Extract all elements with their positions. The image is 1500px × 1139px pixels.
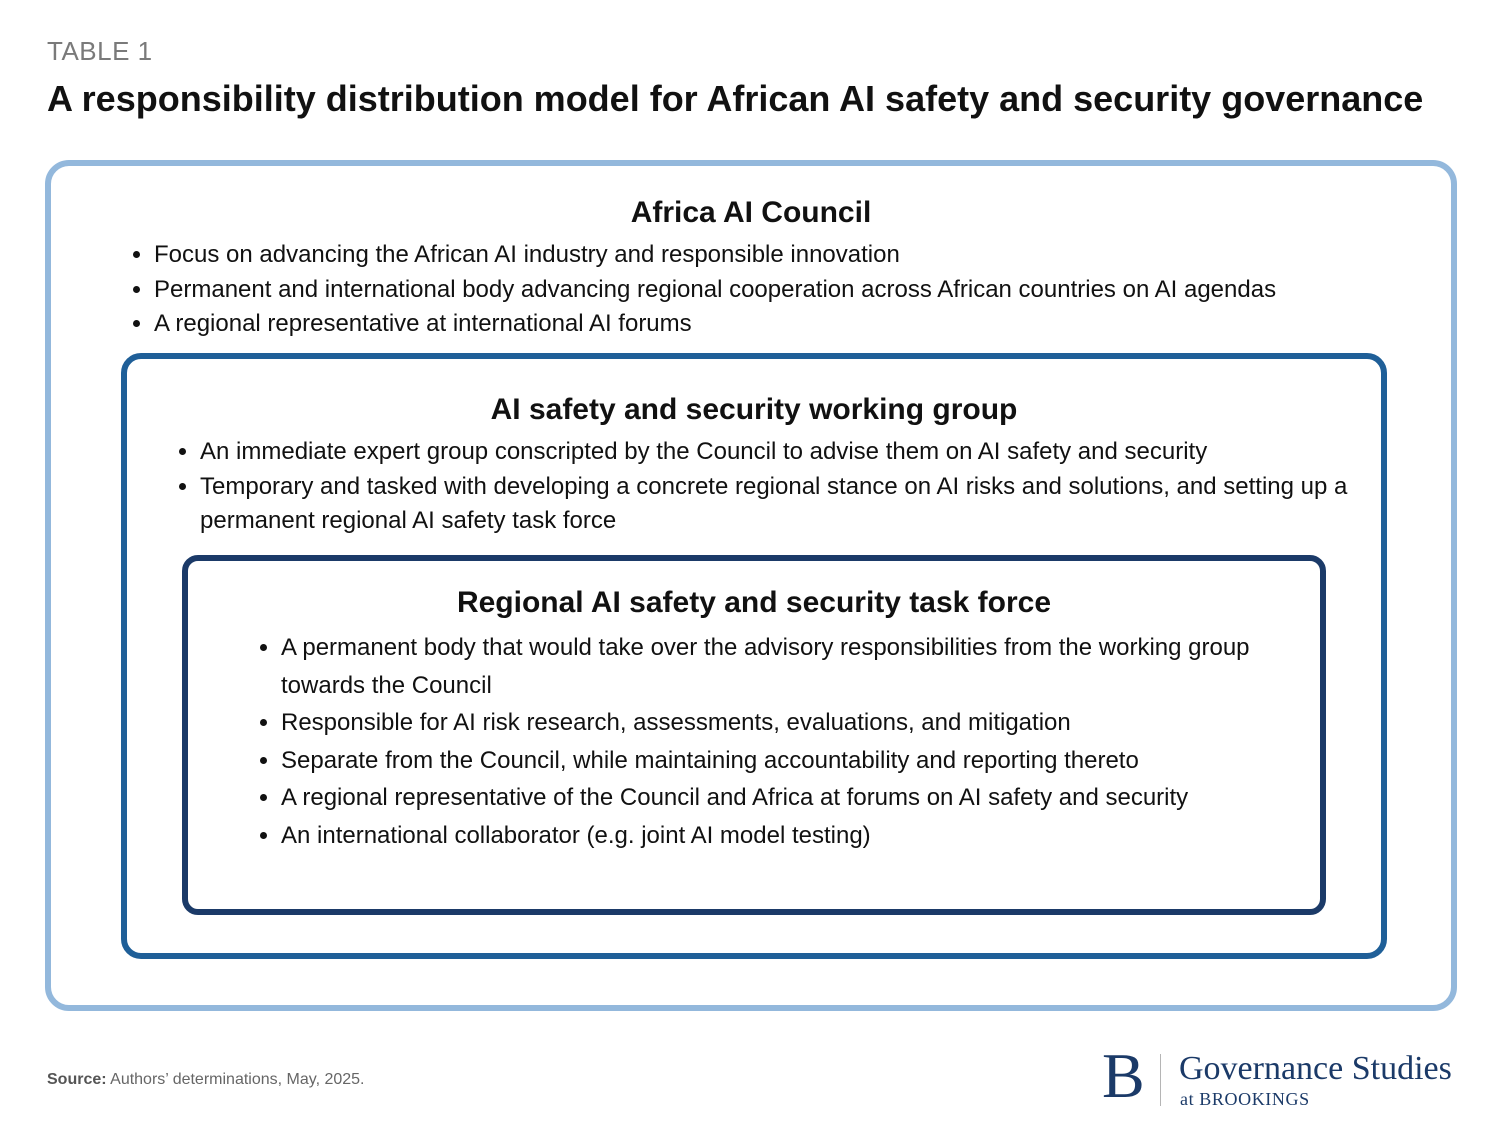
council-bullet: • Focus on advancing the African AI industry and responsible innovation [154,238,1464,273]
source-label: Source: [47,1071,107,1088]
task-force-bullet: • A permanent body that would take over the advisory responsibilities from the working group towards the Council [281,629,1321,704]
council-bullet: • Permanent and international body advancing regional cooperation across African countries on AI agendas [154,273,1464,308]
source-text: Authors’ determinations, May, 2025. [110,1071,365,1088]
brookings-logo [1102,1040,1462,1112]
source-note [47,1071,365,1089]
task-force-bullet: • Responsible for AI risk research, assessments, evaluations, and mitigation [281,704,1321,742]
table-eyebrow: TABLE 1 [47,36,153,66]
council-bullet-list [126,238,1464,342]
logo-divider [1160,1054,1161,1106]
council-bullet: • A regional representative at international AI forums [154,307,1464,342]
council-heading: Africa AI Council [630,196,872,229]
task-force-heading: Regional AI safety and security task force [456,586,1052,619]
working-group-bullet-list [172,435,1360,539]
logo-subtitle: at BROOKINGS [1180,1089,1310,1109]
working-group-bullet: • Temporary and tasked with developing a concrete regional stance on AI risks and solutions, and setting up a permanent regional AI safety task force [200,470,1360,539]
working-group-heading: AI safety and security working group [490,393,1018,426]
logo-letter: B [1102,1040,1145,1111]
task-force-bullet: • Separate from the Council, while maintaining accountability and reporting thereto [281,742,1321,780]
task-force-box [182,555,1326,915]
page-title: A responsibility distribution model for African AI safety and security governance [47,78,1424,119]
logo-name: Governance Studies [1179,1050,1452,1087]
task-force-bullet-list [253,629,1321,854]
task-force-bullet: • A regional representative of the Council and Africa at forums on AI safety and security [281,779,1321,817]
working-group-bullet: • An immediate expert group conscripted by the Council to advise them on AI safety and security [200,435,1360,470]
task-force-bullet: • An international collaborator (e.g. joint AI model testing) [281,817,1321,855]
